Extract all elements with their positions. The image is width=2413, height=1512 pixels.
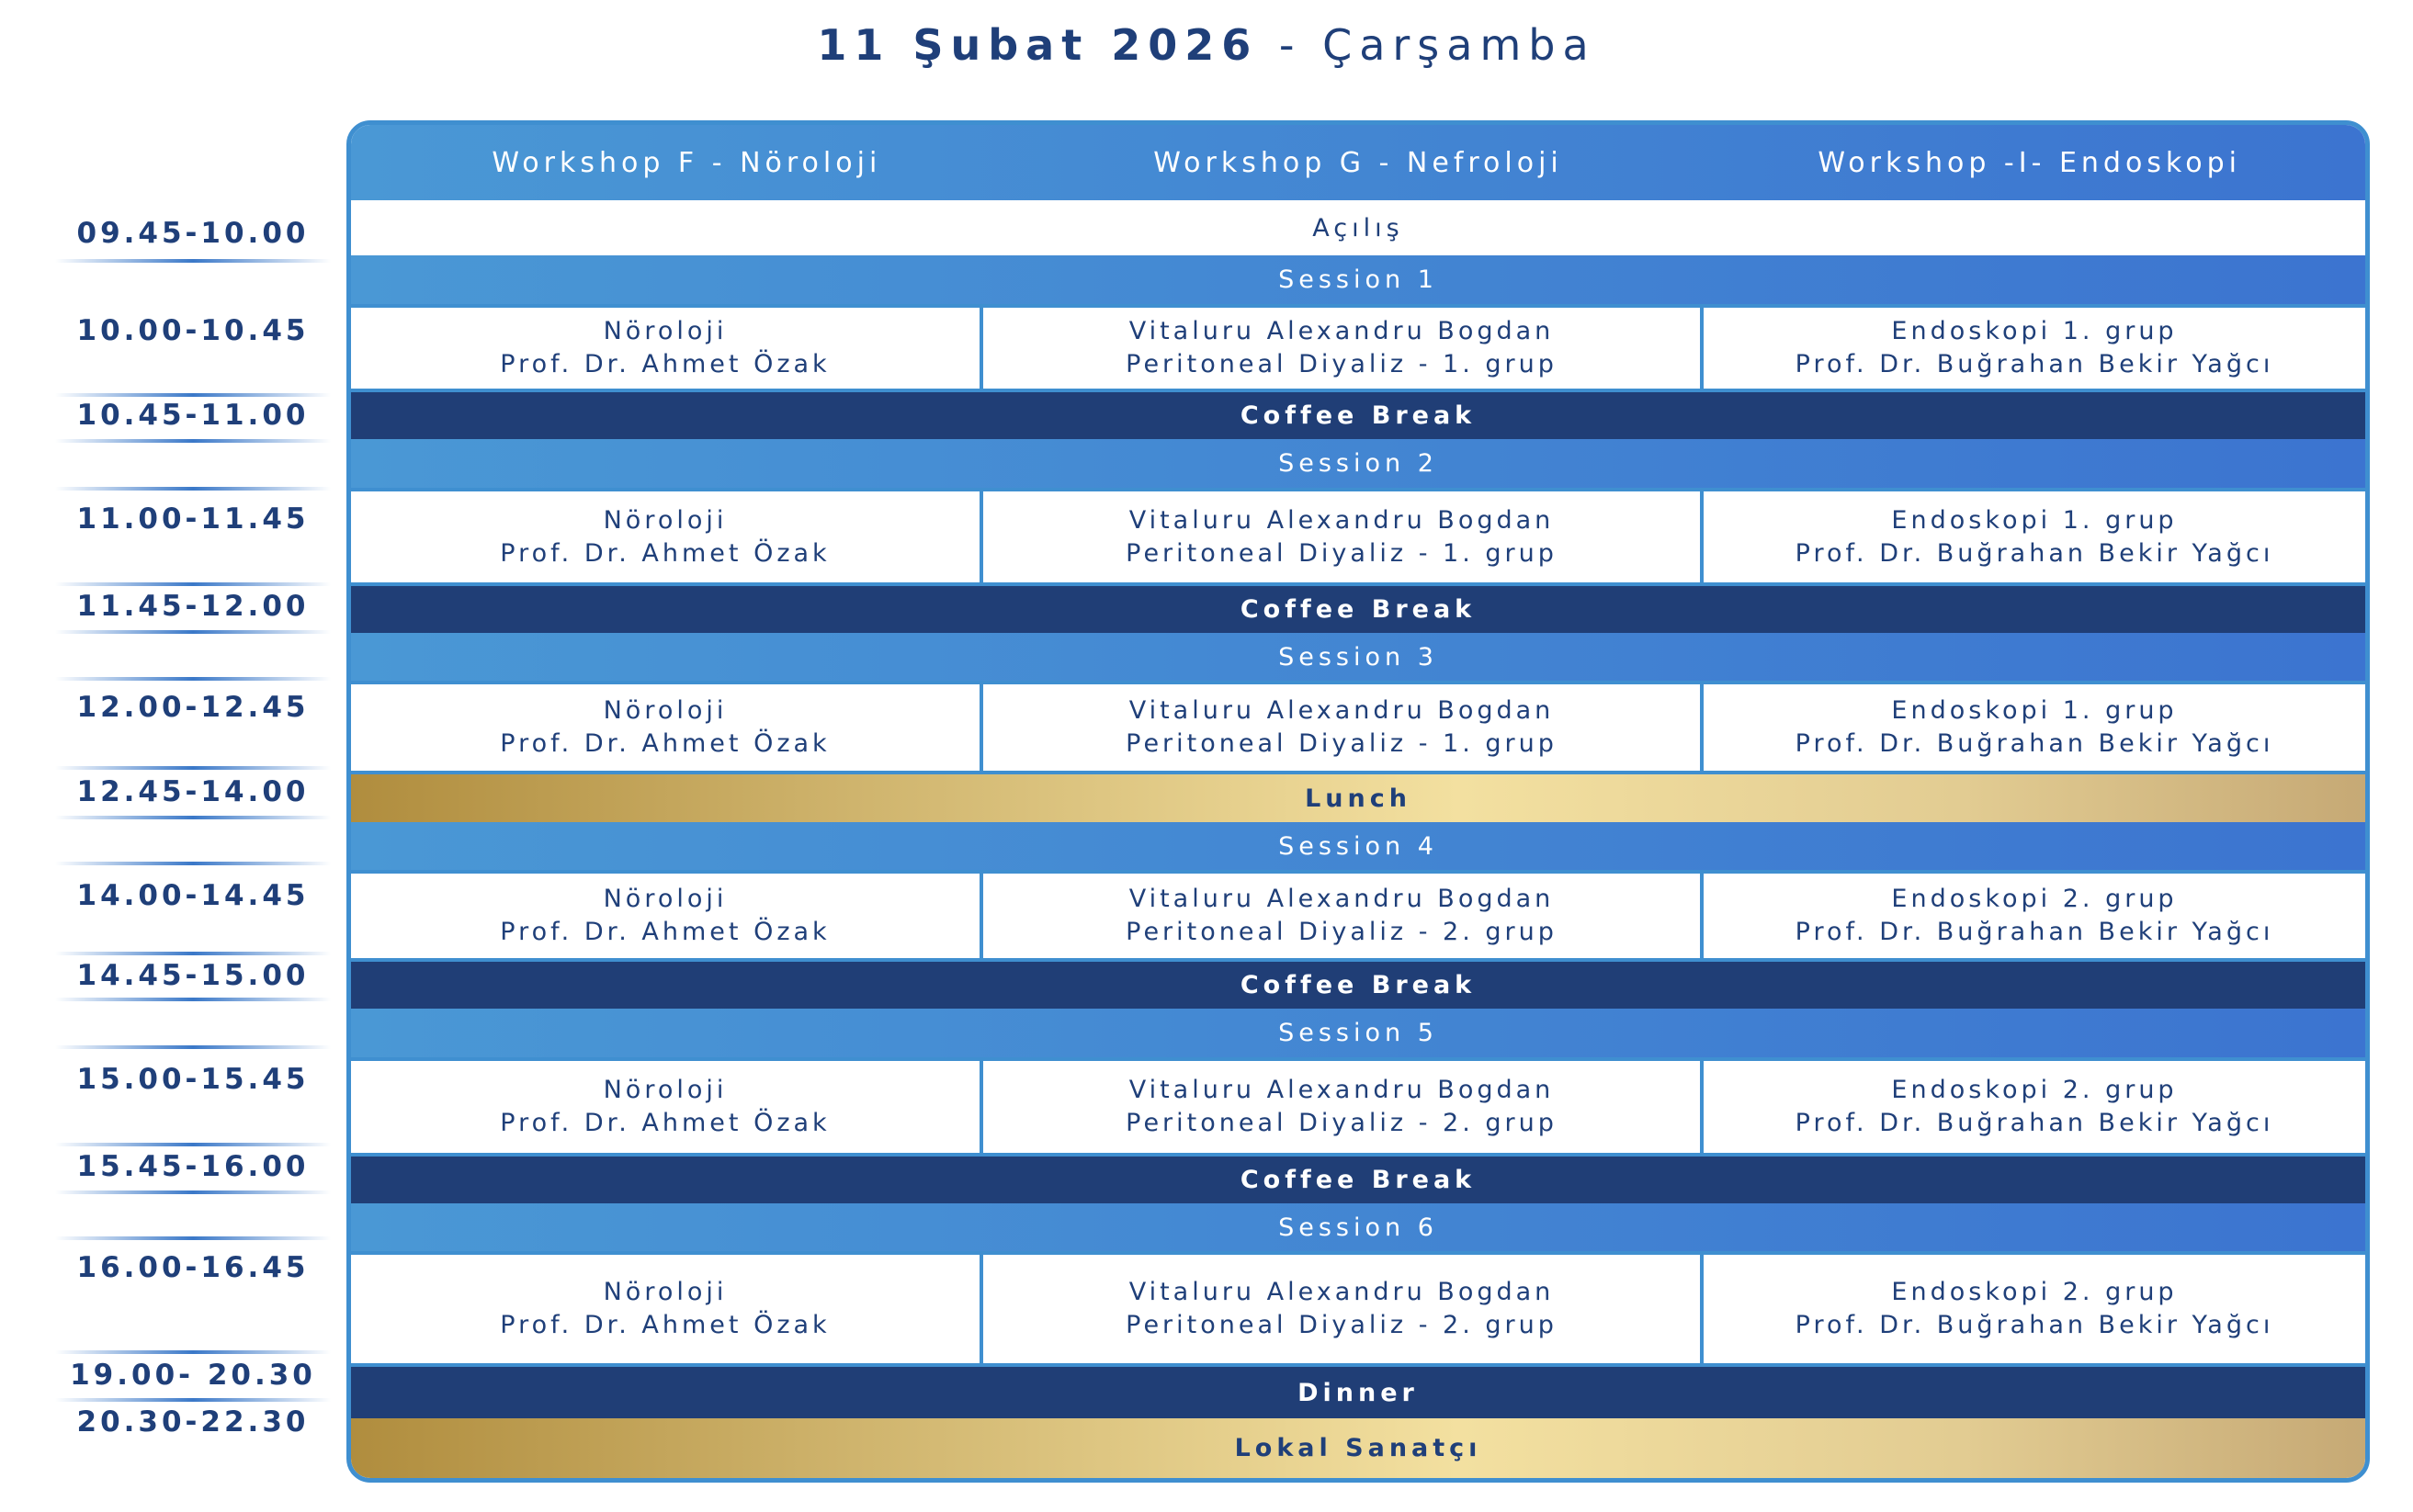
time-label: 15.00-15.45: [76, 1063, 310, 1096]
workshop-f-cell: [351, 684, 983, 771]
cell-title: Endoskopi 2. grup: [1891, 885, 2178, 913]
session-block: [351, 681, 2365, 774]
time-label: 16.00-16.45: [76, 1251, 310, 1284]
cell-title: Vitaluru Alexandru Bogdan: [1128, 1076, 1555, 1104]
workshop-i-cell: [1704, 874, 2365, 958]
cell-speaker: Prof. Dr. Ahmet Özak: [500, 350, 831, 378]
workshop-i-cell: [1704, 491, 2365, 582]
dinner-label: Dinner: [1297, 1378, 1419, 1407]
cell-title: Endoskopi 1. grup: [1891, 696, 2178, 725]
artist-label: Lokal Sanatçı: [1234, 1434, 1482, 1462]
time-divider: [55, 1045, 331, 1049]
cell-speaker: Prof. Dr. Ahmet Özak: [500, 538, 831, 568]
header-workshop-g: Workshop G - Nefroloji: [1153, 146, 1563, 179]
cell-title: Nöroloji: [603, 885, 728, 913]
cell-speaker: Prof. Dr. Buğrahan Bekir Yağcı: [1795, 918, 2274, 946]
header-workshop-f: Workshop F - Nöroloji: [492, 146, 882, 179]
coffee-break-label: Coffee Break: [1240, 401, 1477, 430]
cell-speaker: Prof. Dr. Ahmet Özak: [500, 729, 831, 758]
session-label: Session 1: [1278, 265, 1438, 294]
cell-speaker: Prof. Dr. Buğrahan Bekir Yağcı: [1795, 350, 2274, 378]
cell-title: Vitaluru Alexandru Bogdan: [1128, 885, 1555, 913]
time-label: 10.00-10.45: [76, 314, 310, 347]
session-row: [351, 633, 2365, 681]
time-divider: [55, 259, 331, 263]
workshop-f-cell: [351, 1255, 983, 1363]
session-row: [351, 1009, 2365, 1057]
session-label: Session 4: [1278, 831, 1438, 861]
workshop-g-cell: [983, 684, 1704, 771]
time-divider: [55, 393, 331, 397]
header-workshop-i: Workshop -I- Endoskopi: [1818, 146, 2241, 179]
cell-title: Nöroloji: [603, 317, 728, 345]
coffee-break-label: Coffee Break: [1240, 971, 1477, 999]
title-day: Çarşamba: [1322, 20, 1596, 70]
time-label: 11.00-11.45: [76, 502, 310, 536]
time-label: 12.45-14.00: [76, 775, 310, 808]
time-label: 14.45-15.00: [76, 959, 310, 992]
title-date: 11 Şubat 2026: [817, 20, 1259, 70]
workshop-i-cell: [1704, 1061, 2365, 1153]
cell-subtitle: Peritoneal Diyaliz - 1. grup: [1126, 538, 1558, 568]
session-row: [351, 822, 2365, 870]
time-divider: [55, 766, 331, 770]
workshop-g-cell: [983, 1255, 1704, 1363]
lunch-row: [351, 774, 2365, 822]
opening-label: Açılış: [1312, 213, 1404, 243]
time-label: 14.00-14.45: [76, 879, 310, 912]
coffee-break-label: Coffee Break: [1240, 1166, 1477, 1194]
time-label: 12.00-12.45: [76, 691, 310, 724]
coffee-break-row: [351, 962, 2365, 1009]
cell-title: Nöroloji: [603, 1278, 728, 1306]
workshop-i-cell: [1704, 684, 2365, 771]
artist-row: [351, 1418, 2365, 1478]
session-block: [351, 488, 2365, 586]
workshop-g-cell: [983, 308, 1704, 389]
workshop-i-cell: [1704, 308, 2365, 389]
session-label: Session 2: [1278, 449, 1438, 478]
workshop-f-cell: [351, 491, 983, 582]
time-label: 15.45-16.00: [76, 1150, 310, 1183]
workshop-g-cell: [983, 491, 1704, 582]
cell-speaker: Prof. Dr. Ahmet Özak: [500, 1109, 831, 1137]
workshop-i-cell: [1704, 1255, 2365, 1363]
time-divider: [55, 582, 331, 586]
session-label: Session 3: [1278, 642, 1438, 671]
cell-title: Vitaluru Alexandru Bogdan: [1128, 696, 1555, 725]
cell-title: Nöroloji: [603, 696, 728, 725]
cell-title: Endoskopi 1. grup: [1891, 505, 2178, 535]
cell-speaker: Prof. Dr. Buğrahan Bekir Yağcı: [1795, 1109, 2274, 1137]
time-label: 11.45-12.00: [76, 590, 310, 623]
time-divider: [55, 816, 331, 819]
time-label: 09.45-10.00: [76, 217, 310, 250]
workshop-g-cell: [983, 1061, 1704, 1153]
time-divider: [55, 1190, 331, 1194]
time-divider: [55, 1143, 331, 1146]
time-divider: [55, 998, 331, 1001]
time-label: 20.30-22.30: [76, 1405, 310, 1439]
cell-subtitle: Peritoneal Diyaliz - 2. grup: [1126, 1311, 1558, 1339]
time-divider: [55, 630, 331, 634]
cell-speaker: Prof. Dr. Ahmet Özak: [500, 918, 831, 946]
coffee-break-label: Coffee Break: [1240, 595, 1477, 624]
workshop-g-cell: [983, 874, 1704, 958]
cell-speaker: Prof. Dr. Buğrahan Bekir Yağcı: [1795, 538, 2274, 568]
lunch-label: Lunch: [1305, 784, 1411, 813]
session-block: [351, 870, 2365, 962]
session-row: [351, 255, 2365, 304]
coffee-break-row: [351, 586, 2365, 633]
session-block: [351, 1057, 2365, 1157]
cell-subtitle: Peritoneal Diyaliz - 1. grup: [1126, 350, 1558, 378]
time-label: 19.00- 20.30: [70, 1359, 316, 1392]
session-label: Session 5: [1278, 1019, 1438, 1047]
time-divider: [55, 952, 331, 955]
session-block: [351, 304, 2365, 392]
session-label: Session 6: [1278, 1213, 1438, 1242]
cell-title: Nöroloji: [603, 505, 728, 535]
time-divider: [55, 487, 331, 491]
time-divider: [55, 862, 331, 865]
cell-title: Vitaluru Alexandru Bogdan: [1128, 317, 1555, 345]
coffee-break-row: [351, 392, 2365, 439]
dinner-row: [351, 1367, 2365, 1418]
cell-subtitle: Peritoneal Diyaliz - 2. grup: [1126, 918, 1558, 946]
time-divider: [55, 1398, 331, 1402]
time-label: 10.45-11.00: [76, 399, 310, 432]
workshop-f-cell: [351, 874, 983, 958]
session-row: [351, 1203, 2365, 1251]
time-divider: [55, 439, 331, 443]
cell-subtitle: Peritoneal Diyaliz - 1. grup: [1126, 729, 1558, 758]
schedule-table: [346, 120, 2370, 1483]
title-separator: -: [1258, 20, 1323, 70]
time-divider: [55, 677, 331, 681]
cell-subtitle: Peritoneal Diyaliz - 2. grup: [1126, 1109, 1558, 1137]
page-title: [0, 20, 2413, 70]
cell-title: Endoskopi 2. grup: [1891, 1278, 2178, 1306]
session-row: [351, 439, 2365, 488]
cell-speaker: Prof. Dr. Buğrahan Bekir Yağcı: [1795, 1311, 2274, 1339]
table-header: [351, 125, 2365, 200]
cell-title: Vitaluru Alexandru Bogdan: [1128, 1278, 1555, 1306]
workshop-f-cell: [351, 308, 983, 389]
coffee-break-row: [351, 1157, 2365, 1203]
time-divider: [55, 1236, 331, 1240]
time-divider: [55, 1350, 331, 1354]
cell-title: Vitaluru Alexandru Bogdan: [1128, 505, 1555, 535]
cell-title: Nöroloji: [603, 1076, 728, 1104]
cell-title: Endoskopi 2. grup: [1891, 1076, 2178, 1104]
opening-row: [351, 200, 2365, 255]
cell-title: Endoskopi 1. grup: [1891, 317, 2178, 345]
cell-speaker: Prof. Dr. Ahmet Özak: [500, 1311, 831, 1339]
session-block: [351, 1251, 2365, 1367]
workshop-f-cell: [351, 1061, 983, 1153]
cell-speaker: Prof. Dr. Buğrahan Bekir Yağcı: [1795, 729, 2274, 758]
